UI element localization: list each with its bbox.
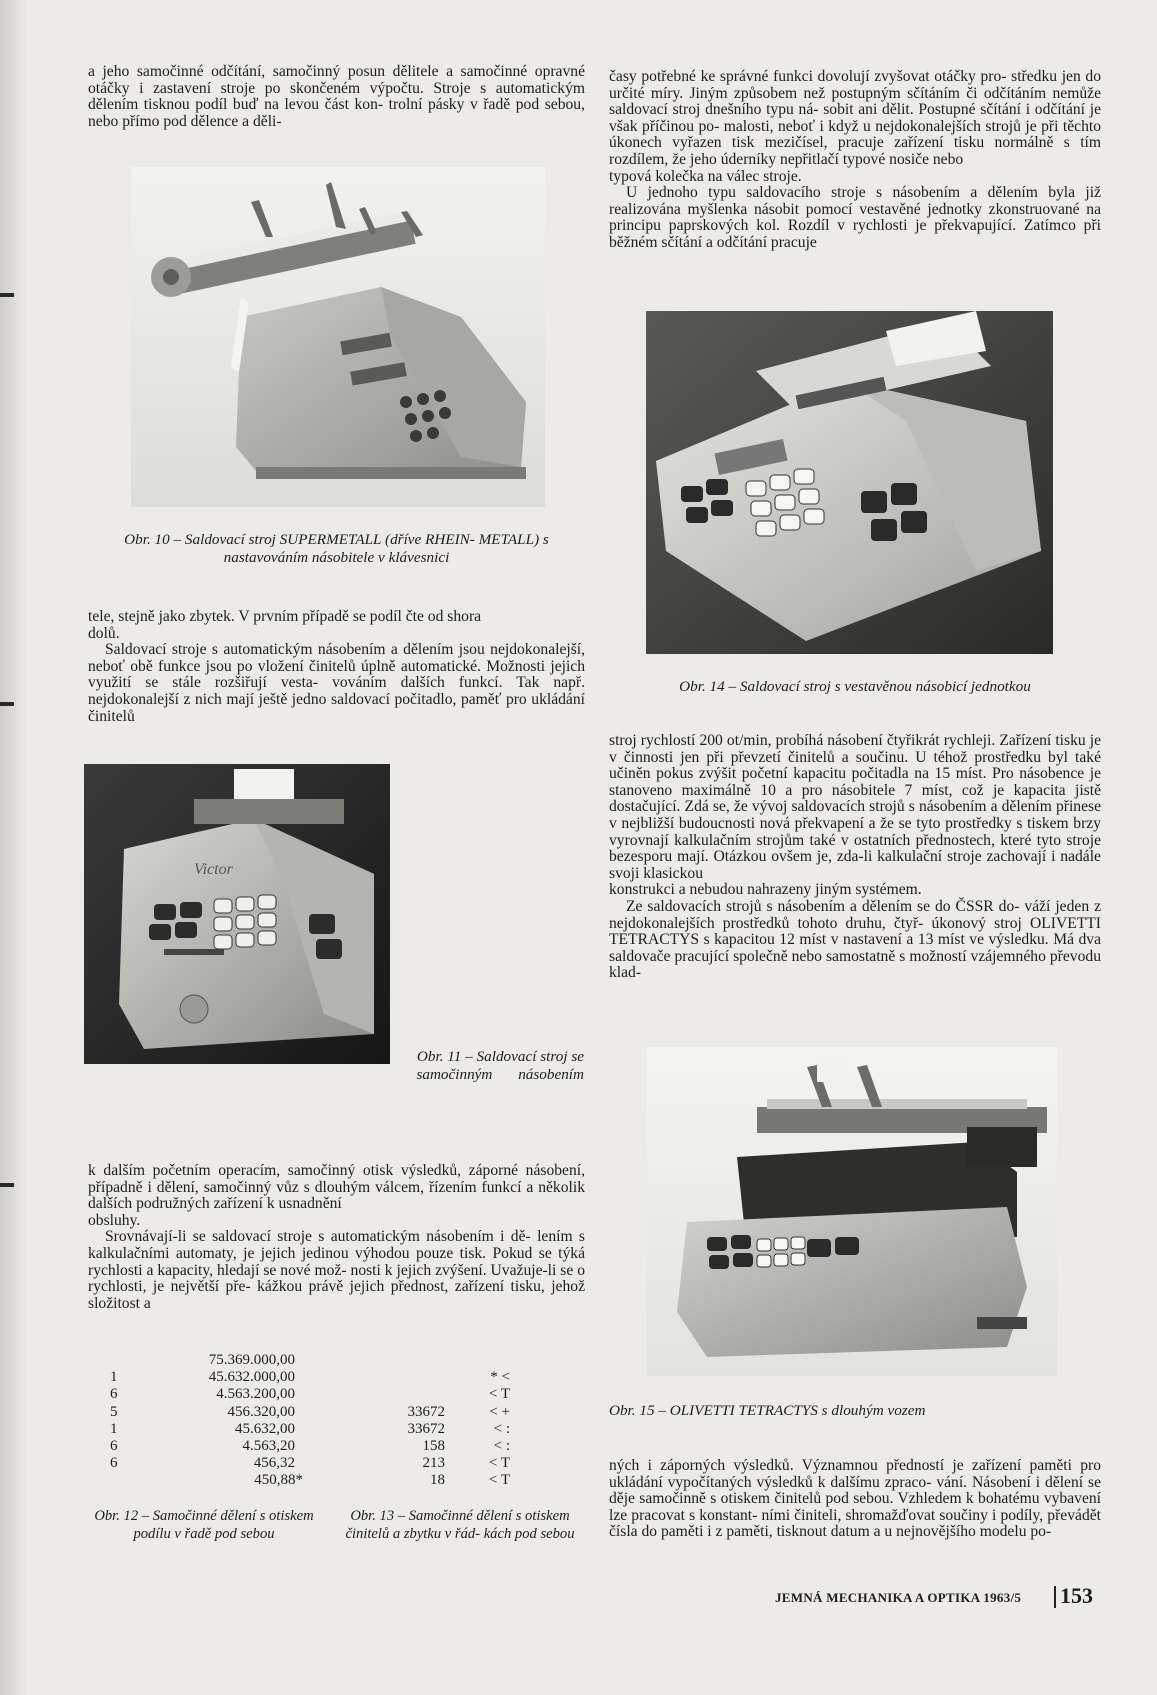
binding-shadow (0, 0, 28, 1695)
text-line: s automatickým dělením tisknou podíl buď na levou část kon- (88, 79, 585, 114)
table-cell: 4.563.200,00 (216, 1386, 295, 1403)
table-cell: 6 (110, 1437, 118, 1454)
table-row (100, 1369, 300, 1386)
text-line: Ze saldovacích strojů s násobením a dělením se do ČSSR do- (626, 897, 1020, 915)
table-cell: 75.369.000,00 (208, 1352, 295, 1368)
text-line: řízením funkcí a několik dalších podružných zařízení k usnadnění (88, 1178, 585, 1213)
figure-11-caption (402, 1048, 584, 1084)
table-cell: 18 (430, 1472, 445, 1489)
text-line: přednostech, které tyto stroje bezesporu mají. Otázkou ovšem (609, 831, 1101, 866)
text-line: váží jeden z nejdokonalejších prostředků tohoto druhu, čtyř- (609, 897, 1101, 932)
right-text-bottom (609, 1458, 1101, 1541)
table-row (360, 1438, 510, 1455)
caption-line: kách pod sebou (483, 1526, 575, 1542)
figure-15-caption (609, 1402, 1101, 1420)
figure-12-table (100, 1352, 303, 1490)
table-cell: * < (490, 1369, 510, 1386)
caption-line: Obr. 14 – Saldovací stroj s vestavěnou násobicí jednotkou (679, 678, 1031, 695)
caption-line: Obr. 12 – Samočinné dělení (94, 1508, 257, 1524)
text-line: s tím rozdílem, že jeho úderníky nepřitlačí typové nosiče nebo (609, 134, 1102, 168)
text-line: malosti, neboť i když u nejdokonalejších strojů je při těchto (723, 117, 1101, 135)
table-row (360, 1369, 510, 1386)
text-line: vováním dalších funkcí. Tak např. nejdokonalejší z nich mají (88, 674, 585, 708)
text-line: stroj rychlostí 200 ot/min, probíhá násobení čtyřikrát rychleji. (609, 732, 1000, 749)
caption-line: sebou (240, 1526, 275, 1542)
text-line: paměti pro ukládání vypočítaných výsledků k dalšímu zpraco- (609, 1457, 1101, 1491)
table-cell: 1 (110, 1420, 118, 1437)
text-line: dolů. (88, 624, 120, 642)
text-line: sobit ani dělit. Postupné sčítání i odčítání je však příčinou po- (609, 101, 1101, 135)
text-line: je, zda-li kalkulační stroje zachovají i nadále svoji klasickou (609, 848, 1101, 882)
text-line: s tiskem brzy vyrovnají kalkulačním strojům také v ostatních (609, 814, 1101, 849)
footer-divider (1054, 1586, 1056, 1608)
text-line: a jeho samočinné odčítání, samočinný posun dělitele a samočinné (88, 63, 535, 80)
text-line: v nejbližší budoucnosti nová překvapení a že se tyto prostředky (609, 814, 1017, 832)
table-row (100, 1438, 300, 1455)
table-cell: 456.320,00 (227, 1403, 295, 1420)
table-row (360, 1404, 510, 1421)
text-line: automatické. Možnosti jejich využití se stále rozšiřují vesta- (88, 657, 585, 692)
table-cell: 45.632.000,00 (208, 1369, 295, 1386)
text-line: k dalším početním operacím, samočinný otisk výsledků, záporné (88, 1162, 526, 1179)
right-text-top (609, 69, 1101, 252)
text-line: lením s kalkulačními automaty, je jejich jedinou výhodou pouze (88, 1228, 585, 1262)
table-cell: 456,32 (253, 1455, 295, 1472)
text-line: sebou. Vzhledem k bohatému vybavení lze pracovat s konstant- (609, 1490, 1101, 1524)
table-row (360, 1352, 510, 1369)
figure-12-caption (84, 1507, 324, 1543)
figure-13-caption (334, 1507, 586, 1543)
text-line: úkonový stroj OLIVETTI TETRACTYS s kapacitou 12 míst (609, 914, 1101, 949)
figure-10-photo (131, 167, 545, 507)
text-line: společně nebo samostatně s možností vzájemného převodu klad- (609, 947, 1101, 982)
text-line: v nastavení a 13 míst ve výsledku. Má dva saldovače pracující (609, 931, 1101, 965)
text-line: obsluhy. (88, 1211, 141, 1229)
text-line: opravné otáčky i zastavení stroje po skončeném výpočtu. Stroje (88, 63, 585, 97)
text-line: paměti i z paměti, tisknout datum a u nejnovějšího modelu po- (660, 1523, 1052, 1541)
text-line: nejdokonalejší, neboť obě funkce jsou po vložení činitelů úplně (88, 641, 585, 675)
caption-line: Obr. 10 – Saldovací stroj SUPERMETALL (dříve RHEIN- (124, 531, 475, 548)
caption-line: METALL) s nastavováním násobitele v klávesnici (223, 531, 549, 566)
table-row (100, 1472, 303, 1489)
table-cell: 1 (110, 1369, 118, 1386)
text-line: ními činiteli, shromažďovat součiny i podíly, převádět čísla do (609, 1506, 1101, 1541)
table-row (100, 1455, 300, 1472)
text-line: nosti k jejich zvýšení. Uvažuje-li se o rychlosti, je největší pře- (88, 1261, 585, 1296)
text-line: středku jen do určité míry. Jiným způsobem než postupným (609, 68, 1101, 102)
victor-machine-image (84, 764, 390, 1064)
table-cell: 33672 (407, 1403, 445, 1420)
text-line: konstrukci a nebudou nahrazeny jiným systémem. (609, 881, 922, 899)
table-cell: < + (489, 1403, 510, 1420)
figure-14-photo (646, 311, 1053, 654)
table-row (360, 1472, 510, 1489)
text-line: trolní pásky v řadě pod sebou, nebo přímo pod dělence a děli- (88, 96, 585, 130)
table-row (360, 1455, 510, 1472)
supermetall-machine-image (131, 167, 545, 507)
text-line: kážkou právě jejich přednost, zařízení tisku, jehož složitost a (88, 1278, 585, 1312)
text-line: tisk. Pokud se týká rychlosti a kapacity, hledají se nové mož- (88, 1244, 586, 1279)
table-row (360, 1421, 510, 1438)
table-cell: 33672 (407, 1420, 445, 1437)
text-line: tele, stejně jako zbytek. V prvním případě se podíl čte od shora (88, 608, 482, 625)
text-line: již realizována myšlenka násobit pomocí vestavěné jednotky (609, 184, 1101, 218)
table-row (100, 1421, 300, 1438)
binding-mark (0, 702, 14, 706)
text-line: 10 a pro násobitele 7 míst, což je kapacita jistě dostačující. Zdá (609, 781, 1101, 816)
table-cell: < : (493, 1437, 510, 1454)
table-row (100, 1386, 300, 1403)
table-row (100, 1404, 300, 1421)
table-cell: < : (493, 1420, 510, 1437)
saldovaci-machine-image (646, 311, 1053, 654)
text-line: úkonech vyřazen tisk mezičísel, pracuje zařízení tisku normálně (609, 134, 1064, 152)
page-number: 153 (1060, 1583, 1093, 1608)
brand-label: Victor (194, 861, 233, 878)
table-cell: 4.563,20 (242, 1437, 295, 1454)
right-text-middle (609, 733, 1101, 982)
table-cell: 6 (110, 1386, 118, 1403)
table-cell: < T (488, 1472, 510, 1489)
caption-line: Obr. 11 – Saldovací (416, 1048, 537, 1065)
text-line: ných i záporných výsledků. Významnou předností je zařízení (609, 1457, 1030, 1474)
figure-15-photo (647, 1047, 1057, 1376)
table-cell: 158 (422, 1437, 445, 1454)
text-line: sčítáním či odčítáním nemůže saldovací stroj dnešního typu ná- (609, 84, 1101, 119)
text-line: U téhož prostředku byl také učiněn pokus zvýšit početní kapacitu (609, 748, 1101, 783)
text-line: Zařízení tisku je v činnosti jen při převzetí činitelů a součinu. (609, 732, 1101, 766)
table-row (100, 1352, 300, 1369)
caption-line: stroj se samočinným (416, 1048, 584, 1083)
text-line: Saldovací stroje s automatickým násobením a dělením jsou (105, 641, 491, 659)
caption-line: násobením (518, 1066, 584, 1083)
table-cell: 45.632,00 (235, 1420, 295, 1437)
figure-10-caption (88, 531, 585, 567)
text-line: se, že vývoj saldovacích strojů s násobením a dělením přinese (712, 798, 1101, 816)
figure-11-photo (84, 764, 390, 1064)
figure-13-table (360, 1352, 510, 1490)
left-text-top (88, 64, 585, 130)
figure-14-caption (609, 678, 1101, 696)
text-line: je překvapující. Zatímco při běžném sčítání a odčítání pracuje (609, 217, 1101, 251)
text-line: ještě jedno saldovací počitadlo, paměť pro ukládání činitelů (88, 690, 585, 725)
table-cell: 6 (110, 1455, 118, 1472)
text-line: počitadla na 15 míst. Pro násobence je stanoveno maximálně (609, 765, 1101, 799)
table-cell: 5 (110, 1403, 118, 1420)
olivetti-tetractys-image (647, 1047, 1057, 1376)
journal-footer: JEMNÁ MECHANIKA A OPTIKA 1963/5 (775, 1590, 1022, 1605)
table-row (360, 1386, 510, 1403)
table-cell: 213 (422, 1455, 445, 1472)
text-line: časy potřebné ke správné funkci dovolují zvyšovat otáčky pro- (609, 68, 1007, 85)
text-line: Srovnávají-li se saldovací stroje s automatickým násobením i dě- (105, 1228, 531, 1246)
text-line: násobení, případně i dělení, samočinný vůz s dlouhým válcem, (88, 1162, 585, 1196)
binding-mark (0, 293, 14, 297)
table-cell: 450,88* (254, 1472, 303, 1489)
text-line: U jednoho typu saldovacího stroje s násobením a dělením byla (626, 184, 1086, 202)
text-line: vání. Násobení i dělení se děje samočinně s otiskem činitelů pod (609, 1473, 1101, 1508)
left-text-middle (88, 609, 585, 725)
caption-line: s otiskem činitelů a zbytku v řád- (345, 1508, 570, 1542)
binding-mark (0, 1183, 14, 1187)
text-line: typová kolečka na válec stroje. (609, 167, 802, 185)
table-cell: < T (488, 1455, 510, 1472)
caption-line: Obr. 13 – Samočinné dělení (350, 1508, 513, 1524)
text-line: zkonstruované na principu paprskových kol. Rozdíl v rychlosti (609, 200, 1102, 235)
left-text-bottom (88, 1163, 585, 1312)
caption-line: s otiskem podílu v řadě pod (133, 1508, 314, 1542)
table-cell: < T (488, 1386, 510, 1403)
caption-line: Obr. 15 – OLIVETTI TETRACTYS s dlouhým vozem (609, 1402, 926, 1419)
